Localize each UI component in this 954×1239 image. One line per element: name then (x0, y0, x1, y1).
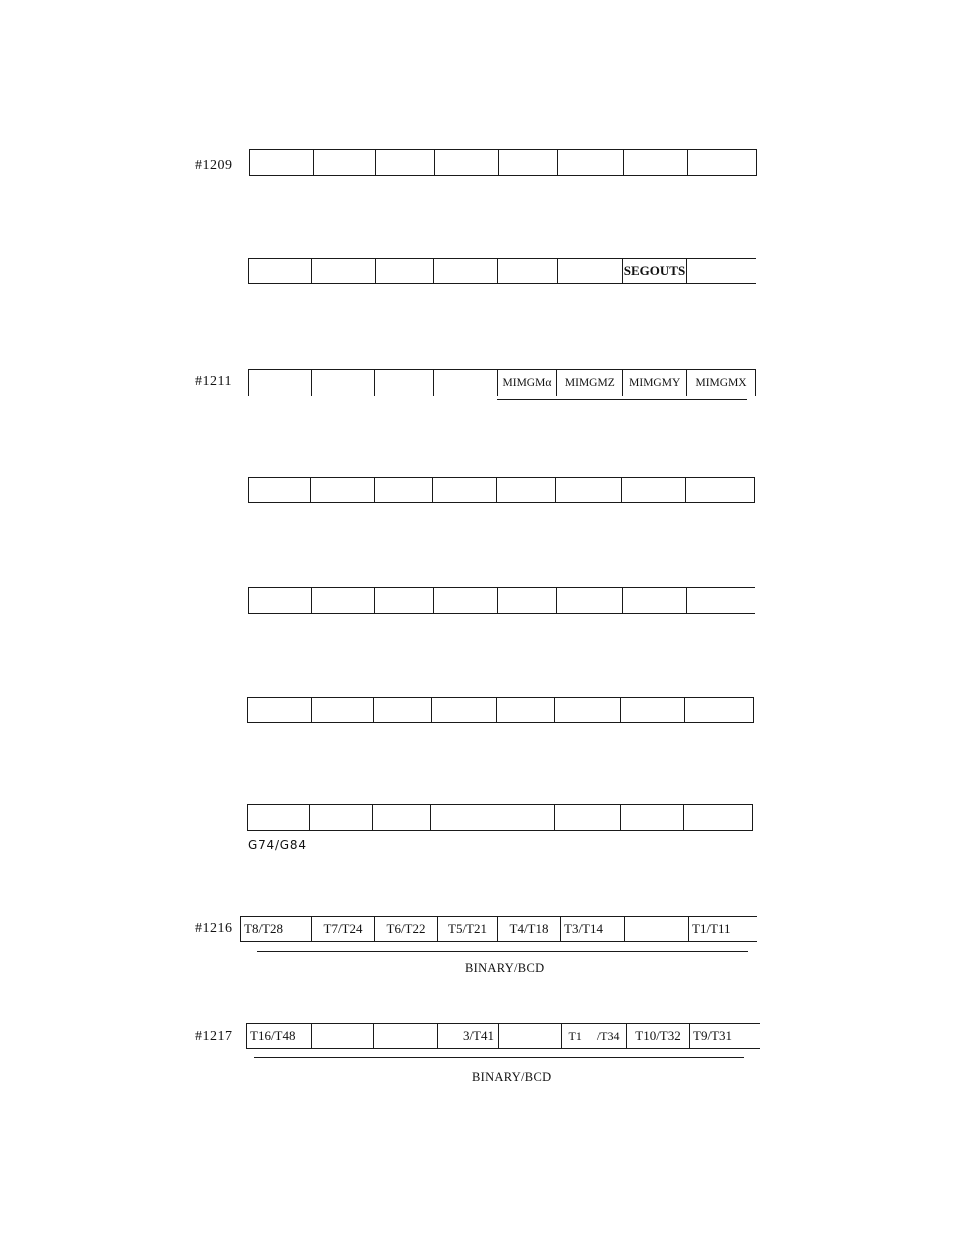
bit-cell (314, 150, 376, 175)
bit-cell-t6-t22: T6/T22 (375, 917, 438, 941)
register-row-1210 (248, 258, 756, 284)
bit-cell-t8-t28: T8/T28 (241, 917, 312, 941)
bit-cell (499, 150, 559, 175)
bit-cell-t1-t34: T1 /T34 (562, 1024, 627, 1048)
register-row-1213 (248, 587, 755, 614)
bit-cell (373, 805, 431, 830)
register-label-1209: #1209 (195, 158, 233, 173)
bit-cell (687, 588, 755, 613)
bit-cell-mimgmy: MIMGMY (623, 370, 687, 396)
bit-cell (622, 478, 686, 502)
bit-cell-t16-t48: T16/T48 (247, 1024, 312, 1048)
bit-cell-t5-t21: T5/T21 (438, 917, 498, 941)
bit-cell (434, 370, 498, 396)
register-1216-under-rule (257, 951, 748, 952)
bit-cell-t9-t31: T9/T31 (693, 1028, 732, 1043)
bit-cell (248, 698, 312, 722)
bit-cell (432, 698, 497, 722)
register-label-1217: #1217 (195, 1029, 233, 1044)
bit-cell (621, 805, 684, 830)
bit-cell (556, 478, 622, 502)
bit-cell (555, 698, 621, 722)
bit-cell (312, 370, 375, 396)
bit-cell-t3-t14: T3/T14 (561, 917, 625, 941)
bit-cell-t10-t32: T10/T32 (627, 1024, 690, 1048)
bit-cell (434, 259, 498, 283)
register-row-1215 (247, 804, 753, 831)
register-row-1216 (240, 916, 757, 942)
bit-cell (312, 588, 375, 613)
bit-cell (499, 1024, 562, 1048)
bit-cell-t4-t18: T4/T18 (498, 917, 561, 941)
register-row-1217 (246, 1023, 760, 1049)
register-1217-under-rule (254, 1057, 744, 1058)
bit-cell (686, 478, 755, 502)
bit-cell (312, 1024, 374, 1048)
bit-cell (558, 259, 623, 283)
bit-cell (624, 150, 688, 175)
bit-cell (687, 259, 756, 283)
bit-cell (250, 150, 314, 175)
bit-cell (375, 478, 433, 502)
register-row-1211 (248, 369, 756, 396)
bit-cell (376, 259, 434, 283)
bit-cell-mimgma: MIMGMα (498, 370, 558, 396)
register-label-1216: #1216 (195, 921, 233, 936)
register-1211-bottom-rule (497, 399, 747, 400)
binary-bcd-caption-1217: BINARY/BCD (472, 1070, 552, 1084)
bit-cell (375, 370, 434, 396)
bit-cell (625, 917, 689, 941)
bit-cell-t7-t24: T7/T24 (312, 917, 375, 941)
binary-bcd-caption-1216: BINARY/BCD (465, 961, 545, 975)
bit-cell (688, 150, 757, 175)
bit-cell-wide (431, 805, 556, 830)
bit-cell (312, 698, 374, 722)
bit-cell (374, 698, 432, 722)
bit-cell-mimgmx: MIMGMX (687, 370, 756, 396)
bit-cell-3-t41: 3/T41 (438, 1024, 499, 1048)
bit-cell (558, 150, 624, 175)
bit-cell (312, 259, 376, 283)
bit-cell-segouts: SEGOUTS (623, 259, 687, 283)
register-label-1211: #1211 (195, 374, 232, 389)
bit-cell (685, 698, 754, 722)
bit-cell (557, 588, 623, 613)
bit-cell (497, 478, 557, 502)
bit-cell (249, 370, 312, 396)
bit-cell (375, 588, 434, 613)
bit-cell (249, 259, 312, 283)
bit-cell (249, 588, 312, 613)
bit-cell (621, 698, 685, 722)
bit-cell (555, 805, 621, 830)
register-row-1212 (248, 477, 755, 503)
bit-cell (435, 150, 499, 175)
bit-cell (684, 805, 753, 830)
bit-cell (434, 588, 498, 613)
bit-cell-mimgmz: MIMGMZ (557, 370, 623, 396)
bit-cell (249, 478, 311, 502)
bit-cell (498, 259, 558, 283)
bit-cell (374, 1024, 438, 1048)
bit-cell (376, 150, 435, 175)
bit-cell (623, 588, 687, 613)
bit-cell (248, 805, 310, 830)
bit-cell (311, 478, 375, 502)
bit-cell (498, 588, 558, 613)
g74-g84-note: G74/G84 (248, 838, 307, 852)
bit-cell (497, 698, 556, 722)
bit-cell (310, 805, 373, 830)
register-row-1214 (247, 697, 754, 723)
bit-cell (433, 478, 497, 502)
bit-cell-t1-t11: T1/T11 (692, 921, 731, 936)
register-row-1209 (249, 149, 757, 176)
